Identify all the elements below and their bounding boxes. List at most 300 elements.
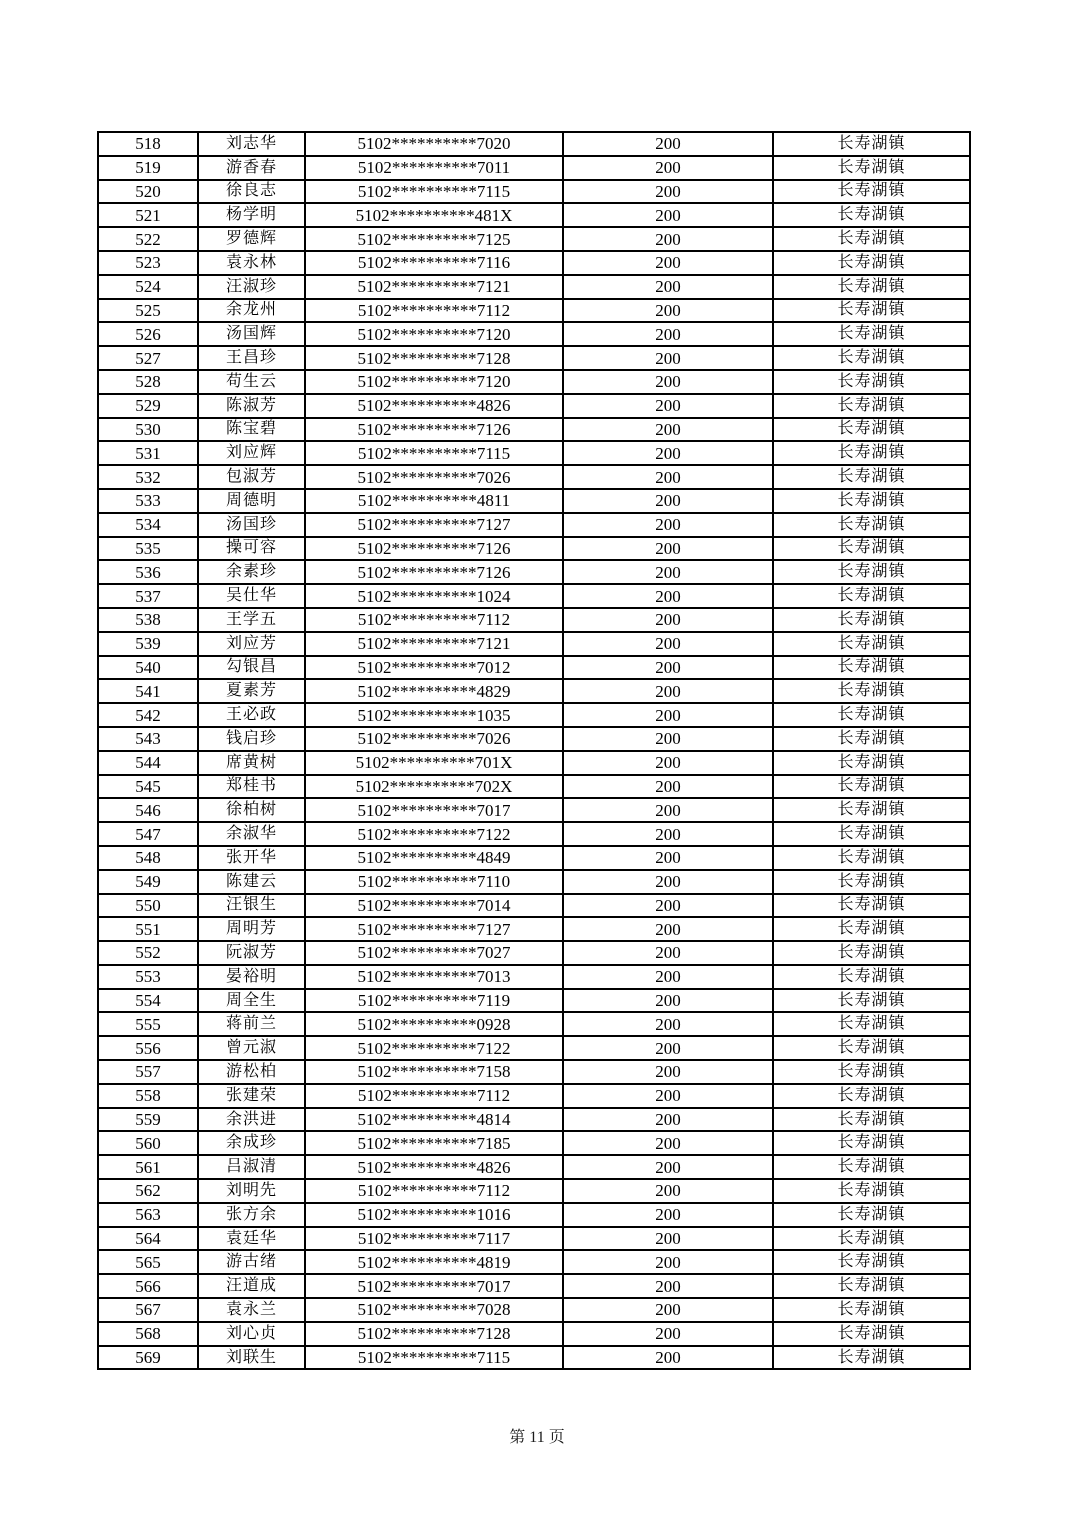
- row-number-cell: 547: [98, 822, 198, 846]
- row-number-cell: 551: [98, 917, 198, 941]
- table-body: [98, 132, 970, 1369]
- town-cell: 长寿湖镇: [773, 965, 970, 989]
- person-name-cell: 刘心贞: [198, 1322, 305, 1346]
- row-number-cell: 525: [98, 299, 198, 323]
- town-cell: 长寿湖镇: [773, 299, 970, 323]
- person-name-cell: 余素珍: [198, 560, 305, 584]
- person-name-cell: 陈宝碧: [198, 418, 305, 442]
- person-name-cell: 蒋前兰: [198, 1012, 305, 1036]
- table-row: [98, 941, 970, 965]
- table-row: [98, 441, 970, 465]
- masked-id-cell: 5102**********7115: [305, 180, 563, 204]
- amount-cell: 200: [563, 1298, 773, 1322]
- town-cell: 长寿湖镇: [773, 727, 970, 751]
- row-number-cell: 520: [98, 180, 198, 204]
- masked-id-cell: 5102**********7115: [305, 1346, 563, 1370]
- person-name-cell: 吕淑清: [198, 1155, 305, 1179]
- person-name-cell: 张方余: [198, 1203, 305, 1227]
- town-cell: 长寿湖镇: [773, 703, 970, 727]
- masked-id-cell: 5102**********7027: [305, 941, 563, 965]
- table-row: [98, 1060, 970, 1084]
- town-cell: 长寿湖镇: [773, 1084, 970, 1108]
- person-name-cell: 吴仕华: [198, 584, 305, 608]
- person-name-cell: 王学五: [198, 608, 305, 632]
- town-cell: 长寿湖镇: [773, 513, 970, 537]
- amount-cell: 200: [563, 894, 773, 918]
- town-cell: 长寿湖镇: [773, 1346, 970, 1370]
- table-row: [98, 1012, 970, 1036]
- town-cell: 长寿湖镇: [773, 846, 970, 870]
- person-name-cell: 包淑芳: [198, 465, 305, 489]
- masked-id-cell: 5102**********4814: [305, 1108, 563, 1132]
- amount-cell: 200: [563, 1012, 773, 1036]
- masked-id-cell: 5102**********701X: [305, 751, 563, 775]
- row-number-cell: 540: [98, 656, 198, 680]
- masked-id-cell: 5102**********7125: [305, 227, 563, 251]
- amount-cell: 200: [563, 775, 773, 799]
- table-row: [98, 227, 970, 251]
- masked-id-cell: 5102**********7128: [305, 346, 563, 370]
- amount-cell: 200: [563, 822, 773, 846]
- person-name-cell: 张开华: [198, 846, 305, 870]
- table-row: [98, 798, 970, 822]
- row-number-cell: 535: [98, 537, 198, 561]
- masked-id-cell: 5102**********7017: [305, 798, 563, 822]
- amount-cell: 200: [563, 132, 773, 156]
- amount-cell: 200: [563, 1179, 773, 1203]
- row-number-cell: 528: [98, 370, 198, 394]
- person-name-cell: 周明芳: [198, 917, 305, 941]
- masked-id-cell: 5102**********7112: [305, 1084, 563, 1108]
- masked-id-cell: 5102**********7116: [305, 251, 563, 275]
- person-name-cell: 操可容: [198, 537, 305, 561]
- amount-cell: 200: [563, 941, 773, 965]
- amount-cell: 200: [563, 1203, 773, 1227]
- table-row: [98, 1155, 970, 1179]
- town-cell: 长寿湖镇: [773, 1108, 970, 1132]
- masked-id-cell: 5102**********7014: [305, 894, 563, 918]
- table-row: [98, 489, 970, 513]
- table-row: [98, 418, 970, 442]
- table-row: [98, 465, 970, 489]
- row-number-cell: 554: [98, 989, 198, 1013]
- row-number-cell: 556: [98, 1036, 198, 1060]
- table-row: [98, 1298, 970, 1322]
- masked-id-cell: 5102**********7126: [305, 418, 563, 442]
- table-row: [98, 322, 970, 346]
- row-number-cell: 539: [98, 632, 198, 656]
- masked-id-cell: 5102**********7110: [305, 870, 563, 894]
- table-row: [98, 1108, 970, 1132]
- person-name-cell: 陈淑芳: [198, 394, 305, 418]
- row-number-cell: 563: [98, 1203, 198, 1227]
- row-number-cell: 531: [98, 441, 198, 465]
- masked-id-cell: 5102**********7013: [305, 965, 563, 989]
- town-cell: 长寿湖镇: [773, 156, 970, 180]
- person-name-cell: 余淑华: [198, 822, 305, 846]
- table-row: [98, 822, 970, 846]
- town-cell: 长寿湖镇: [773, 1179, 970, 1203]
- masked-id-cell: 5102**********7121: [305, 275, 563, 299]
- town-cell: 长寿湖镇: [773, 441, 970, 465]
- row-number-cell: 523: [98, 251, 198, 275]
- amount-cell: 200: [563, 322, 773, 346]
- town-cell: 长寿湖镇: [773, 1060, 970, 1084]
- person-name-cell: 周德明: [198, 489, 305, 513]
- amount-cell: 200: [563, 989, 773, 1013]
- amount-cell: 200: [563, 1036, 773, 1060]
- amount-cell: 200: [563, 537, 773, 561]
- amount-cell: 200: [563, 251, 773, 275]
- row-number-cell: 527: [98, 346, 198, 370]
- masked-id-cell: 5102**********7112: [305, 608, 563, 632]
- table-row: [98, 870, 970, 894]
- amount-cell: 200: [563, 727, 773, 751]
- masked-id-cell: 5102**********7115: [305, 441, 563, 465]
- amount-cell: 200: [563, 560, 773, 584]
- person-name-cell: 王必政: [198, 703, 305, 727]
- amount-cell: 200: [563, 679, 773, 703]
- person-name-cell: 罗德辉: [198, 227, 305, 251]
- row-number-cell: 521: [98, 203, 198, 227]
- amount-cell: 200: [563, 798, 773, 822]
- person-name-cell: 游香春: [198, 156, 305, 180]
- person-name-cell: 勾银昌: [198, 656, 305, 680]
- masked-id-cell: 5102**********7026: [305, 727, 563, 751]
- masked-id-cell: 5102**********7120: [305, 370, 563, 394]
- masked-id-cell: 5102**********7017: [305, 1274, 563, 1298]
- row-number-cell: 550: [98, 894, 198, 918]
- row-number-cell: 543: [98, 727, 198, 751]
- table-row: [98, 894, 970, 918]
- town-cell: 长寿湖镇: [773, 394, 970, 418]
- row-number-cell: 537: [98, 584, 198, 608]
- row-number-cell: 569: [98, 1346, 198, 1370]
- amount-cell: 200: [563, 394, 773, 418]
- table-row: [98, 656, 970, 680]
- table-row: [98, 1322, 970, 1346]
- town-cell: 长寿湖镇: [773, 775, 970, 799]
- row-number-cell: 553: [98, 965, 198, 989]
- town-cell: 长寿湖镇: [773, 1274, 970, 1298]
- table-row: [98, 180, 970, 204]
- row-number-cell: 561: [98, 1155, 198, 1179]
- town-cell: 长寿湖镇: [773, 1131, 970, 1155]
- person-name-cell: 袁永兰: [198, 1298, 305, 1322]
- masked-id-cell: 5102**********7011: [305, 156, 563, 180]
- amount-cell: 200: [563, 656, 773, 680]
- town-cell: 长寿湖镇: [773, 370, 970, 394]
- row-number-cell: 529: [98, 394, 198, 418]
- person-name-cell: 徐柏树: [198, 798, 305, 822]
- amount-cell: 200: [563, 1084, 773, 1108]
- payment-roster-table: [97, 131, 971, 1370]
- row-number-cell: 526: [98, 322, 198, 346]
- person-name-cell: 汤国辉: [198, 322, 305, 346]
- masked-id-cell: 5102**********4826: [305, 394, 563, 418]
- table-row: [98, 989, 970, 1013]
- town-cell: 长寿湖镇: [773, 1012, 970, 1036]
- row-number-cell: 544: [98, 751, 198, 775]
- town-cell: 长寿湖镇: [773, 132, 970, 156]
- table-row: [98, 1131, 970, 1155]
- masked-id-cell: 5102**********7126: [305, 537, 563, 561]
- person-name-cell: 余洪进: [198, 1108, 305, 1132]
- person-name-cell: 刘应辉: [198, 441, 305, 465]
- town-cell: 长寿湖镇: [773, 346, 970, 370]
- row-number-cell: 532: [98, 465, 198, 489]
- row-number-cell: 559: [98, 1108, 198, 1132]
- table-row: [98, 751, 970, 775]
- masked-id-cell: 5102**********7112: [305, 299, 563, 323]
- amount-cell: 200: [563, 513, 773, 537]
- town-cell: 长寿湖镇: [773, 798, 970, 822]
- masked-id-cell: 5102**********0928: [305, 1012, 563, 1036]
- table-row: [98, 584, 970, 608]
- row-number-cell: 530: [98, 418, 198, 442]
- amount-cell: 200: [563, 1155, 773, 1179]
- table-row: [98, 275, 970, 299]
- town-cell: 长寿湖镇: [773, 1036, 970, 1060]
- table-row: [98, 156, 970, 180]
- person-name-cell: 周全生: [198, 989, 305, 1013]
- masked-id-cell: 5102**********7127: [305, 917, 563, 941]
- amount-cell: 200: [563, 180, 773, 204]
- row-number-cell: 557: [98, 1060, 198, 1084]
- table-row: [98, 560, 970, 584]
- row-number-cell: 558: [98, 1084, 198, 1108]
- person-name-cell: 余成珍: [198, 1131, 305, 1155]
- masked-id-cell: 5102**********7126: [305, 560, 563, 584]
- town-cell: 长寿湖镇: [773, 608, 970, 632]
- masked-id-cell: 5102**********7121: [305, 632, 563, 656]
- row-number-cell: 518: [98, 132, 198, 156]
- town-cell: 长寿湖镇: [773, 180, 970, 204]
- masked-id-cell: 5102**********702X: [305, 775, 563, 799]
- town-cell: 长寿湖镇: [773, 822, 970, 846]
- amount-cell: 200: [563, 299, 773, 323]
- masked-id-cell: 5102**********7120: [305, 322, 563, 346]
- row-number-cell: 548: [98, 846, 198, 870]
- row-number-cell: 541: [98, 679, 198, 703]
- table-row: [98, 1250, 970, 1274]
- person-name-cell: 游古绪: [198, 1250, 305, 1274]
- row-number-cell: 534: [98, 513, 198, 537]
- amount-cell: 200: [563, 465, 773, 489]
- masked-id-cell: 5102**********7122: [305, 822, 563, 846]
- town-cell: 长寿湖镇: [773, 584, 970, 608]
- town-cell: 长寿湖镇: [773, 917, 970, 941]
- row-number-cell: 524: [98, 275, 198, 299]
- table-row: [98, 1179, 970, 1203]
- row-number-cell: 545: [98, 775, 198, 799]
- town-cell: 长寿湖镇: [773, 418, 970, 442]
- amount-cell: 200: [563, 1346, 773, 1370]
- town-cell: 长寿湖镇: [773, 1227, 970, 1251]
- masked-id-cell: 5102**********1035: [305, 703, 563, 727]
- person-name-cell: 徐良志: [198, 180, 305, 204]
- amount-cell: 200: [563, 370, 773, 394]
- table-row: [98, 132, 970, 156]
- town-cell: 长寿湖镇: [773, 203, 970, 227]
- masked-id-cell: 5102**********1024: [305, 584, 563, 608]
- row-number-cell: 560: [98, 1131, 198, 1155]
- town-cell: 长寿湖镇: [773, 1322, 970, 1346]
- masked-id-cell: 5102**********1016: [305, 1203, 563, 1227]
- table-row: [98, 727, 970, 751]
- table-row: [98, 1346, 970, 1370]
- amount-cell: 200: [563, 584, 773, 608]
- amount-cell: 200: [563, 1108, 773, 1132]
- row-number-cell: 564: [98, 1227, 198, 1251]
- row-number-cell: 566: [98, 1274, 198, 1298]
- row-number-cell: 555: [98, 1012, 198, 1036]
- town-cell: 长寿湖镇: [773, 656, 970, 680]
- masked-id-cell: 5102**********7012: [305, 656, 563, 680]
- table-row: [98, 775, 970, 799]
- masked-id-cell: 5102**********7020: [305, 132, 563, 156]
- masked-id-cell: 5102**********4819: [305, 1250, 563, 1274]
- table-row: [98, 1203, 970, 1227]
- person-name-cell: 袁廷华: [198, 1227, 305, 1251]
- person-name-cell: 阮淑芳: [198, 941, 305, 965]
- table-row: [98, 846, 970, 870]
- town-cell: 长寿湖镇: [773, 870, 970, 894]
- amount-cell: 200: [563, 227, 773, 251]
- row-number-cell: 565: [98, 1250, 198, 1274]
- row-number-cell: 552: [98, 941, 198, 965]
- person-name-cell: 苟生云: [198, 370, 305, 394]
- page-footer: [0, 1424, 1074, 1447]
- table-row: [98, 394, 970, 418]
- masked-id-cell: 5102**********7127: [305, 513, 563, 537]
- masked-id-cell: 5102**********4811: [305, 489, 563, 513]
- person-name-cell: 汪银生: [198, 894, 305, 918]
- masked-id-cell: 5102**********7128: [305, 1322, 563, 1346]
- amount-cell: 200: [563, 1250, 773, 1274]
- town-cell: 长寿湖镇: [773, 1298, 970, 1322]
- town-cell: 长寿湖镇: [773, 537, 970, 561]
- amount-cell: 200: [563, 1060, 773, 1084]
- person-name-cell: 曾元淑: [198, 1036, 305, 1060]
- amount-cell: 200: [563, 441, 773, 465]
- person-name-cell: 郑桂书: [198, 775, 305, 799]
- masked-id-cell: 5102**********7185: [305, 1131, 563, 1155]
- amount-cell: 200: [563, 275, 773, 299]
- person-name-cell: 杨学明: [198, 203, 305, 227]
- masked-id-cell: 5102**********7112: [305, 1179, 563, 1203]
- person-name-cell: 袁永林: [198, 251, 305, 275]
- town-cell: 长寿湖镇: [773, 227, 970, 251]
- town-cell: 长寿湖镇: [773, 322, 970, 346]
- town-cell: 长寿湖镇: [773, 489, 970, 513]
- row-number-cell: 549: [98, 870, 198, 894]
- amount-cell: 200: [563, 965, 773, 989]
- town-cell: 长寿湖镇: [773, 560, 970, 584]
- person-name-cell: 汪淑珍: [198, 275, 305, 299]
- masked-id-cell: 5102**********7026: [305, 465, 563, 489]
- table-row: [98, 679, 970, 703]
- person-name-cell: 汤国珍: [198, 513, 305, 537]
- table-row: [98, 346, 970, 370]
- table-row: [98, 1227, 970, 1251]
- row-number-cell: 538: [98, 608, 198, 632]
- person-name-cell: 余龙州: [198, 299, 305, 323]
- person-name-cell: 汪道成: [198, 1274, 305, 1298]
- person-name-cell: 游松柏: [198, 1060, 305, 1084]
- row-number-cell: 536: [98, 560, 198, 584]
- row-number-cell: 562: [98, 1179, 198, 1203]
- masked-id-cell: 5102**********4849: [305, 846, 563, 870]
- table-row: [98, 1274, 970, 1298]
- row-number-cell: 568: [98, 1322, 198, 1346]
- amount-cell: 200: [563, 346, 773, 370]
- masked-id-cell: 5102**********7122: [305, 1036, 563, 1060]
- table-row: [98, 917, 970, 941]
- person-name-cell: 王昌珍: [198, 346, 305, 370]
- masked-id-cell: 5102**********7028: [305, 1298, 563, 1322]
- amount-cell: 200: [563, 917, 773, 941]
- masked-id-cell: 5102**********7119: [305, 989, 563, 1013]
- masked-id-cell: 5102**********4829: [305, 679, 563, 703]
- amount-cell: 200: [563, 608, 773, 632]
- table-row: [98, 513, 970, 537]
- town-cell: 长寿湖镇: [773, 894, 970, 918]
- town-cell: 长寿湖镇: [773, 1203, 970, 1227]
- person-name-cell: 刘明先: [198, 1179, 305, 1203]
- row-number-cell: 519: [98, 156, 198, 180]
- town-cell: 长寿湖镇: [773, 989, 970, 1013]
- table-row: [98, 203, 970, 227]
- table-row: [98, 370, 970, 394]
- amount-cell: 200: [563, 1322, 773, 1346]
- masked-id-cell: 5102**********7158: [305, 1060, 563, 1084]
- table-row: [98, 537, 970, 561]
- town-cell: 长寿湖镇: [773, 465, 970, 489]
- table-row: [98, 608, 970, 632]
- person-name-cell: 钱启珍: [198, 727, 305, 751]
- table-row: [98, 703, 970, 727]
- person-name-cell: 刘联生: [198, 1346, 305, 1370]
- person-name-cell: 晏裕明: [198, 965, 305, 989]
- town-cell: 长寿湖镇: [773, 632, 970, 656]
- row-number-cell: 522: [98, 227, 198, 251]
- person-name-cell: 张建荣: [198, 1084, 305, 1108]
- amount-cell: 200: [563, 703, 773, 727]
- town-cell: 长寿湖镇: [773, 1155, 970, 1179]
- person-name-cell: 席黄树: [198, 751, 305, 775]
- person-name-cell: 刘志华: [198, 132, 305, 156]
- table-row: [98, 1036, 970, 1060]
- table-row: [98, 632, 970, 656]
- row-number-cell: 533: [98, 489, 198, 513]
- amount-cell: 200: [563, 632, 773, 656]
- page-number-label: 第 11 页: [509, 1429, 565, 1446]
- town-cell: 长寿湖镇: [773, 1250, 970, 1274]
- amount-cell: 200: [563, 418, 773, 442]
- amount-cell: 200: [563, 489, 773, 513]
- person-name-cell: 夏素芳: [198, 679, 305, 703]
- amount-cell: 200: [563, 1227, 773, 1251]
- table-row: [98, 1084, 970, 1108]
- masked-id-cell: 5102**********481X: [305, 203, 563, 227]
- table-row: [98, 251, 970, 275]
- amount-cell: 200: [563, 156, 773, 180]
- row-number-cell: 542: [98, 703, 198, 727]
- table-row: [98, 965, 970, 989]
- table-row: [98, 299, 970, 323]
- person-name-cell: 刘应芳: [198, 632, 305, 656]
